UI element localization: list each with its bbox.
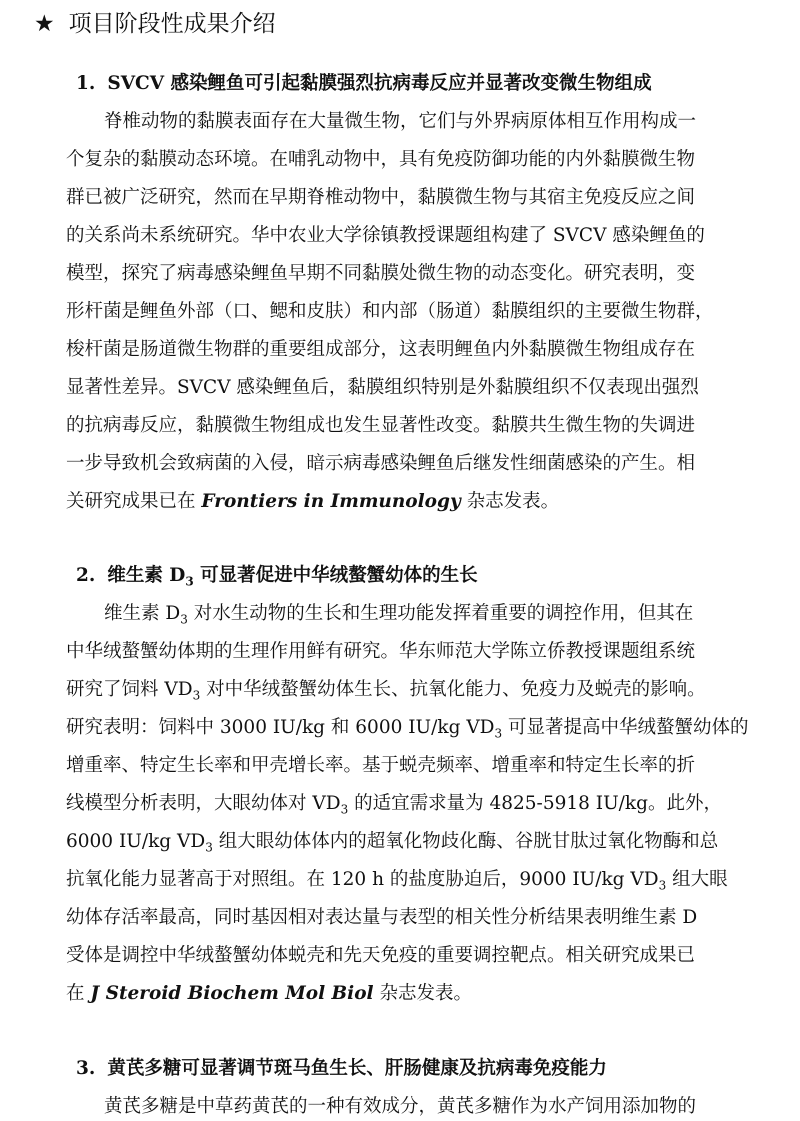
journal-name: Frontiers in Immunology xyxy=(201,491,461,512)
paragraph-line: 个复杂的黏膜动态环境。在哺乳动物中，具有免疫防御功能的内外黏膜微生物 xyxy=(66,149,696,170)
paragraph-line: 研究了饲料 $VD_3$ 对中华绒螯蟹幼体生长、抗氧化能力、免疫力及蜕壳的影响。 xyxy=(66,679,706,703)
paragraph-line: 显著性差异。SVCV 感染鲤鱼后，黏膜组织特别是外黏膜组织不仅表现出强烈 xyxy=(66,377,699,398)
paragraph-line: 模型，探究了病毒感染鲤鱼早期不同黏膜处微生物的动态变化。研究表明，变 xyxy=(66,263,696,284)
paragraph-line: 关研究成果已在 Frontiers in Immunology 杂志发表。 xyxy=(66,491,560,512)
heading-title: 项目阶段性成果介绍 xyxy=(68,11,276,37)
paragraph-line: 线模型分析表明，大眼幼体对 $VD_3$ 的适宜需求量为 4825-5918 IU/kg。此外， xyxy=(66,793,722,817)
paragraph-line: 脊椎动物的黏膜表面存在大量微生物，它们与外界病原体相互作用构成一 xyxy=(104,111,697,132)
star-icon: ★ xyxy=(34,11,55,37)
paragraph-line: 梭杆菌是肠道微生物群的重要组成部分，这表明鲤鱼内外黏膜微生物组成存在 xyxy=(66,339,696,360)
paragraph-line: 抗氧化能力显著高于对照组。在 120 h 的盐度胁迫后，9000 IU/kg $VD_3$ 组大眼 xyxy=(66,869,728,893)
paragraph-line: 增重率、特定生长率和甲壳增长率。基于蜕壳频率、增重率和特定生长率的折 xyxy=(66,755,696,776)
section2-title: 2. 维生素 $D_3$ 可显著促进中华绒螯蟹幼体的生长 xyxy=(76,565,478,589)
paragraph-line: 群已被广泛研究，然而在早期脊椎动物中，黏膜微生物与其宿主免疫反应之间 xyxy=(66,187,696,208)
paragraph-line: 受体是调控中华绒螯蟹幼体蜕壳和先天免疫的重要调控靶点。相关研究成果已 xyxy=(66,945,696,966)
paragraph-line: 维生素 $D_3$ 对水生动物的生长和生理功能发挥着重要的调控作用，但其在 xyxy=(104,603,694,627)
section-heading xyxy=(34,8,276,40)
paragraph-line: 在 J Steroid Biochem Mol Biol 杂志发表。 xyxy=(66,983,472,1004)
paragraph-line: 幼体存活率最高，同时基因相对表达量与表型的相关性分析结果表明维生素 D xyxy=(66,907,698,928)
journal-name: J Steroid Biochem Mol Biol xyxy=(90,983,374,1004)
paragraph-line: 黄芪多糖是中草药黄芪的一种有效成分，黄芪多糖作为水产饲用添加物的 xyxy=(104,1096,697,1117)
paragraph-line: 6000 IU/kg $VD_3$ 组大眼幼体体内的超氧化物歧化酶、谷胱甘肽过氧化物酶和总 xyxy=(66,831,719,855)
paragraph-line: 的关系尚未系统研究。华中农业大学徐镇教授课题组构建了 SVCV 感染鲤鱼的 xyxy=(66,225,705,246)
paragraph-line: 中华绒螯蟹幼体期的生理作用鲜有研究。华东师范大学陈立侨教授课题组系统 xyxy=(66,641,696,662)
paragraph-line: 形杆菌是鲤鱼外部（口、鳃和皮肤）和内部（肠道）黏膜组织的主要微生物群， xyxy=(66,301,714,322)
paragraph-line: 研究表明：饲料中 3000 IU/kg 和 6000 IU/kg $VD_3$ 可显著提高中华绒螯蟹幼体的 xyxy=(66,717,749,741)
section3-title: 3. 黄芪多糖可显著调节斑马鱼生长、肝肠健康及抗病毒免疫能力 xyxy=(76,1058,607,1079)
paragraph-line: 的抗病毒反应，黏膜微生物组成也发生显著性改变。黏膜共生微生物的失调进 xyxy=(66,415,696,436)
section1-title: 1. SVCV 感染鲤鱼可引起黏膜强烈抗病毒反应并显著改变微生物组成 xyxy=(76,73,652,94)
paragraph-line: 一步导致机会致病菌的入侵，暗示病毒感染鲤鱼后继发性细菌感染的产生。相 xyxy=(66,453,696,474)
